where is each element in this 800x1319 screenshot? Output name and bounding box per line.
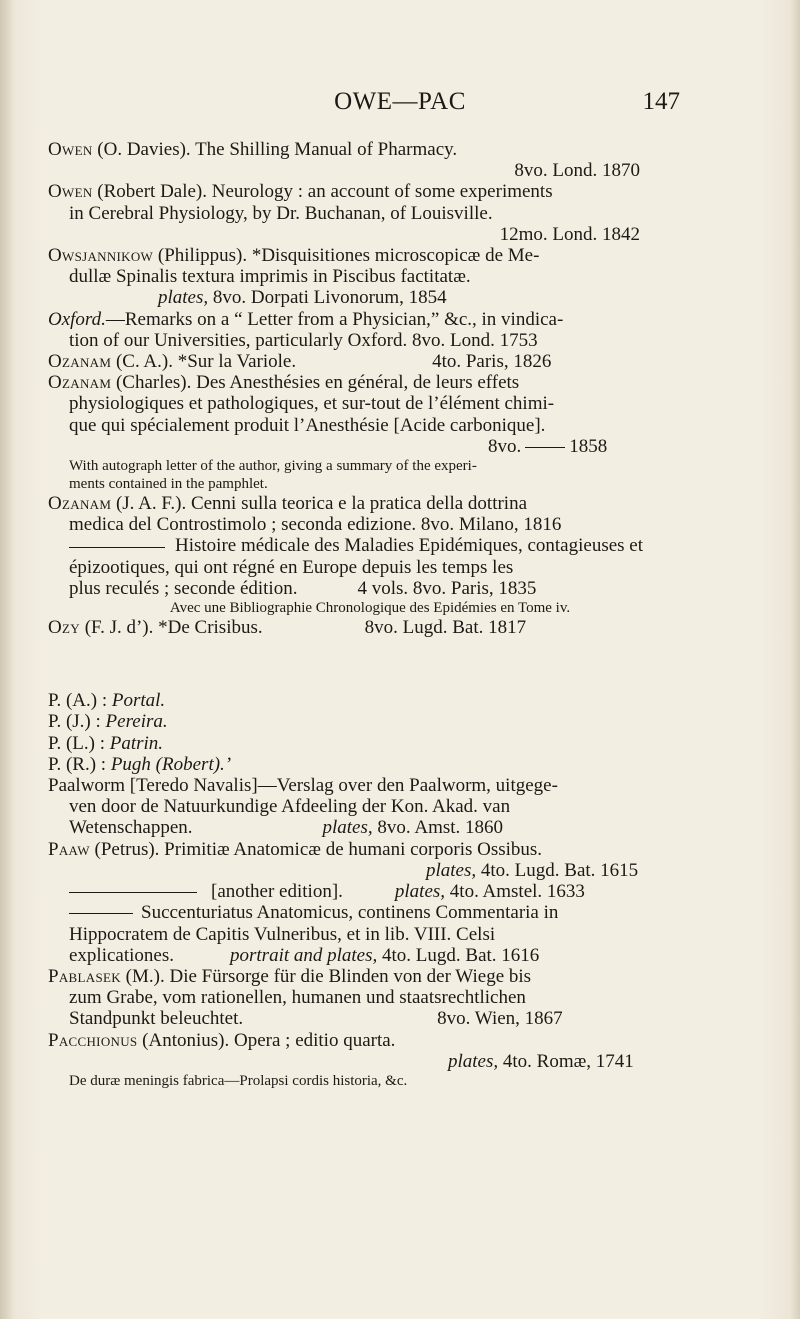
plates-note: plates, [394, 881, 446, 903]
cross-ref-initials: P. (R.) : [48, 753, 111, 775]
author-name: Ozanam [48, 351, 112, 373]
plates-note: plates, [448, 1050, 499, 1072]
entry-text: (J. A. F.). Cenni sulla teorica e la pratica della dottrina [111, 493, 528, 515]
author-name: Pablasek [48, 965, 121, 987]
entry-ozy [48, 617, 692, 638]
page-header [0, 88, 800, 118]
plates-note: portrait and plates, [230, 944, 378, 966]
entry-ozanam-c-a [48, 351, 692, 372]
entry-owen-robert-dale [48, 181, 692, 245]
entry-text: Paalworm [Teredo Navalis]—Verslag over den Paalworm, uitgege- [48, 775, 558, 797]
cross-ref-initials: P. (A.) : [48, 690, 112, 712]
entry-owsjannikow [48, 245, 692, 309]
ditto-dash [69, 913, 133, 914]
imprint: 8vo. Dorpati Livonorum, 1854 [208, 287, 447, 309]
page-number: 147 [642, 88, 680, 115]
imprint: 8vo. Lond. 1870 [514, 160, 640, 182]
entry-text: in Cerebral Physiology, by Dr. Buchanan, of Louisville. [69, 202, 493, 224]
entry-note: Avec une Bibliographie Chronologique des Epidémies en Tome iv. [169, 600, 571, 617]
entry-text: (Antonius). Opera ; editio quarta. [137, 1029, 396, 1051]
imprint: 8vo. Lugd. Bat. 1817 [364, 617, 527, 639]
author-name: Ozy [48, 617, 80, 639]
plates-note: plates, [158, 287, 209, 309]
entry-note: De duræ meningis fabrica—Prolapsi cordis historia, &c. [69, 1072, 408, 1089]
entry-text: [another edition]. [211, 881, 343, 903]
imprint-format: 8vo. [488, 435, 522, 457]
imprint: 4to. Romæ, 1741 [498, 1050, 634, 1072]
author-name: Owen [48, 139, 93, 160]
author-name: Ozanam [48, 372, 112, 394]
spine-shadow [0, 0, 14, 1319]
entry-text: Hippocratem de Capitis Vulneribus, et in lib. VIII. Celsi [69, 923, 496, 945]
entry-text: Succenturiatus Anatomicus, continens Commentaria in [141, 902, 559, 924]
entry-text: que qui spécialement produit l’Anesthésie [Acide carbonique]. [69, 414, 546, 436]
entry-paalworm [48, 775, 692, 839]
entry-pacchionus [48, 1030, 692, 1090]
cross-ref-target: Patrin. [109, 732, 164, 754]
entry-note: ments contained in the pamphlet. [69, 476, 268, 493]
page-edge [790, 0, 800, 1319]
plates-note: plates, [426, 859, 477, 881]
entry-note: With autograph letter of the author, giving a summary of the experi- [69, 458, 477, 475]
entry-paaw [48, 839, 692, 966]
author-name: Owen [48, 181, 93, 203]
imprint: 4to. Amstel. 1633 [445, 881, 585, 903]
entry-text: (F. J. d’). *De Crisibus. [79, 617, 263, 639]
entry-owen-o-davies [48, 139, 692, 181]
entry-text: épizootiques, qui ont régné en Europe depuis les temps les [69, 556, 514, 578]
cross-ref-item [48, 711, 692, 732]
entry-pablasek [48, 966, 692, 1030]
imprint: 4to. Lugd. Bat. 1615 [476, 859, 639, 881]
cross-ref-initials: P. (L.) : [48, 732, 110, 754]
cross-ref-target: Pugh (Robert).’ [110, 753, 232, 775]
entry-text: plus reculés ; seconde édition. [69, 577, 298, 599]
entry-text: zum Grabe, vom rationellen, humanen und staatsrechtlichen [69, 987, 526, 1009]
cross-ref-item [48, 690, 692, 711]
author-name: Oxford. [48, 308, 106, 330]
entry-text: —Remarks on a “ Letter from a Physician,” &c., in vindica- [105, 308, 564, 330]
plates-note: plates, [322, 817, 373, 839]
entry-text: (M.). Die Fürsorge für die Blinden von der Wiege bis [120, 965, 532, 987]
entry-text: (Petrus). Primitiæ Anatomicæ de humani corporis Ossibus. [89, 838, 543, 860]
catalogue-entries [48, 139, 692, 1090]
entry-oxford [48, 309, 692, 351]
cross-ref-target: Portal. [111, 690, 166, 712]
entry-text: physiologiques et pathologiques, et sur-tout de l’élément chimi- [69, 393, 555, 415]
cross-ref-target: Pereira. [105, 711, 168, 733]
cross-ref-item [48, 754, 692, 775]
section-gap [48, 638, 692, 690]
entry-text: explicationes. [69, 944, 174, 966]
entry-text: (Robert Dale). Neurology : an account of some experiments [92, 181, 553, 203]
entry-text: tion of our Universities, particularly Oxford. 8vo. Lond. 1753 [69, 329, 538, 351]
imprint: 4to. Lugd. Bat. 1616 [377, 944, 540, 966]
entry-text: medica del Controstimolo ; seconda edizione. 8vo. Milano, 1816 [69, 514, 562, 536]
imprint: 8vo. Amst. 1860 [372, 817, 504, 839]
entry-ozanam-j-a-f [48, 493, 692, 617]
cross-ref-initials: P. (J.) : [48, 711, 106, 733]
cross-ref-item [48, 733, 692, 754]
imprint: 4 vols. 8vo. Paris, 1835 [357, 577, 537, 599]
author-name: Owsjannikow [48, 245, 154, 267]
author-name: Pacchionus [48, 1029, 138, 1051]
ditto-dash [69, 892, 197, 893]
running-head: OWE—PAC [334, 88, 466, 115]
entry-text: (Charles). Des Anesthésies en général, de leurs effets [111, 372, 520, 394]
entry-text: dullæ Spinalis textura imprimis in Piscibus factitatæ. [69, 266, 471, 288]
imprint: 12mo. Lond. 1842 [499, 223, 640, 245]
imprint: 8vo. Wien, 1867 [437, 1008, 563, 1030]
entry-text: Wetenschappen. [69, 817, 193, 839]
author-name: Ozanam [48, 493, 112, 515]
ditto-dash [525, 447, 565, 448]
author-name: Paaw [48, 838, 90, 860]
entry-text: (O. Davies). The Shilling Manual of Pharmacy. [92, 139, 458, 160]
entry-ozanam-charles [48, 372, 692, 493]
entry-text: Standpunkt beleuchtet. [69, 1008, 244, 1030]
imprint: 4to. Paris, 1826 [432, 351, 552, 373]
entry-text: Histoire médicale des Maladies Epidémiques, contagieuses et [175, 535, 643, 557]
cross-references [48, 690, 692, 775]
entry-text: ven door de Natuurkundige Afdeeling der Kon. Akad. van [69, 796, 511, 818]
entry-text: (C. A.). *Sur la Variole. [111, 351, 297, 373]
ditto-dash [69, 547, 165, 548]
entry-text: (Philippus). *Disquisitiones microscopicæ de Me- [153, 245, 540, 267]
imprint-year: 1858 [569, 435, 608, 457]
